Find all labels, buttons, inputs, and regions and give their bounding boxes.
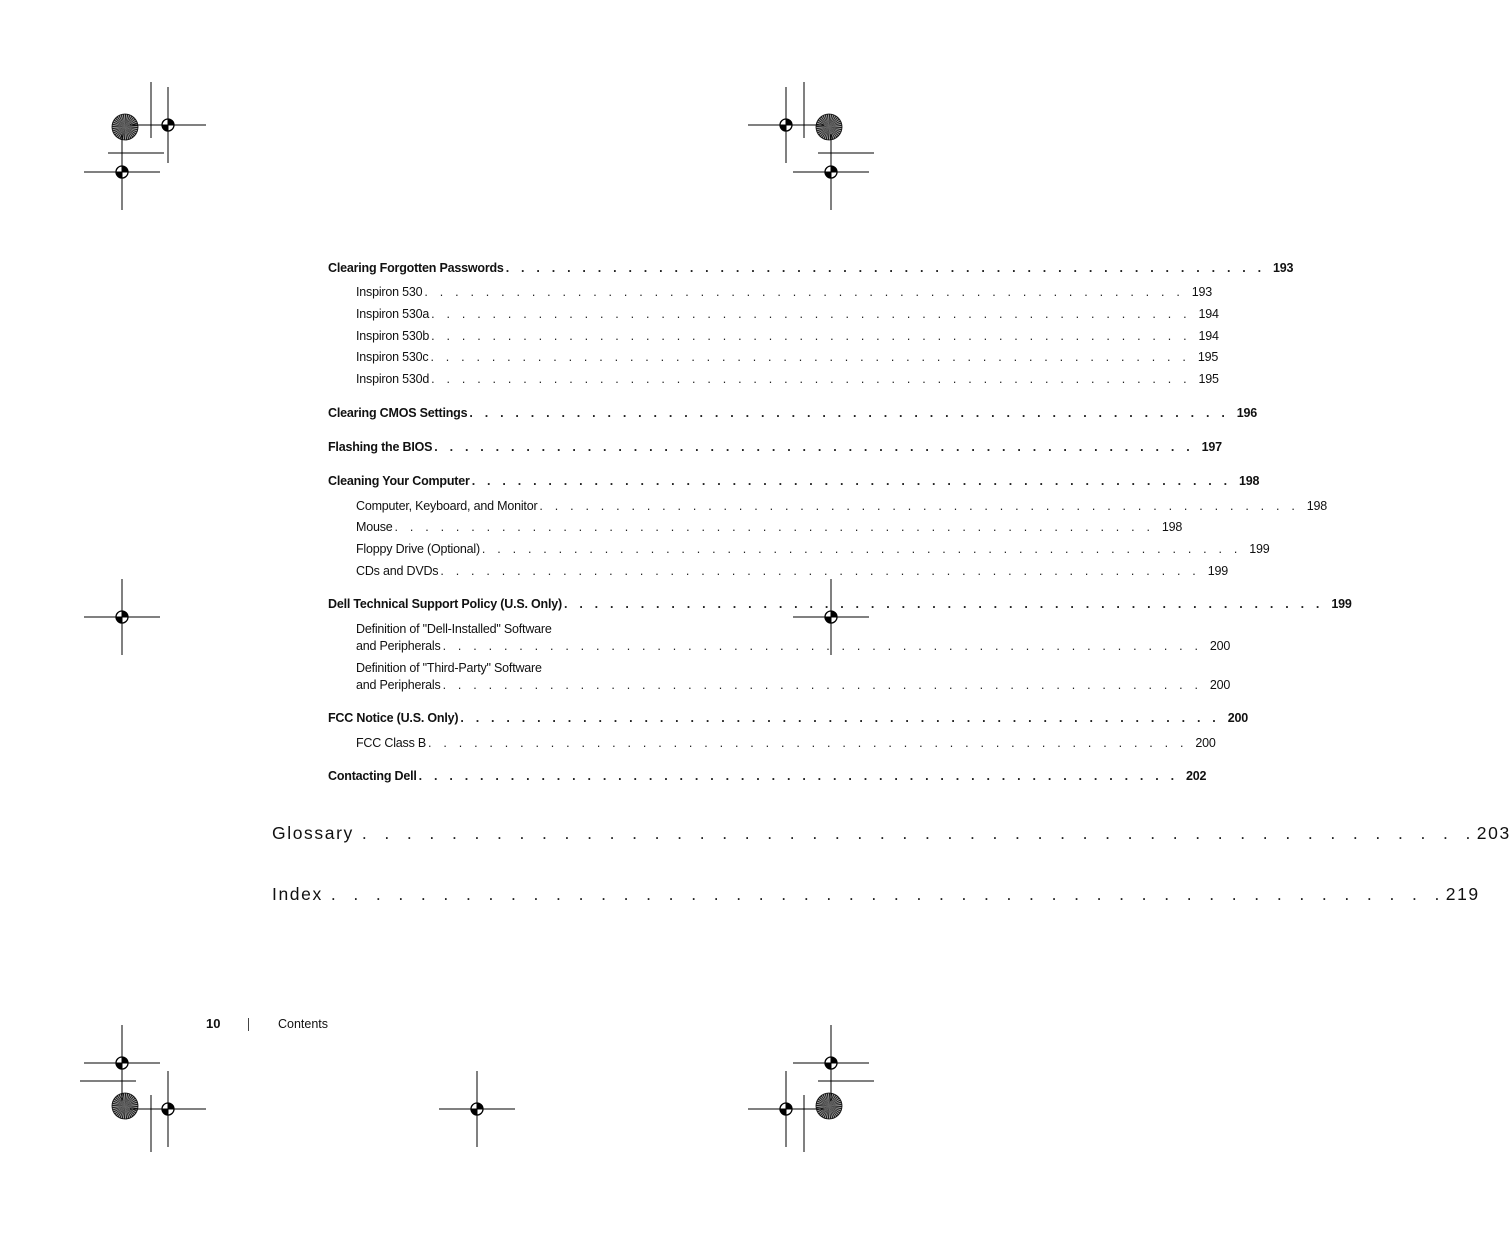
color-registration-starburst-icon bbox=[112, 1093, 138, 1119]
toc-entry-title: Inspiron 530c bbox=[356, 350, 429, 364]
toc-subsection-entry[interactable] bbox=[356, 285, 1213, 299]
toc-section-entry[interactable] bbox=[328, 474, 1260, 488]
toc-page-number: 199 bbox=[1249, 542, 1270, 556]
toc-entry-title: Flashing the BIOS bbox=[328, 440, 433, 454]
toc-section-entry[interactable] bbox=[328, 261, 1294, 275]
toc-page-number: 193 bbox=[1273, 261, 1294, 275]
registration-target-icon bbox=[748, 87, 824, 163]
dot-leader: . . . . . . . . . . . . . . . . . . . . . . . . . . . . . . . . . . . . . . . . . . . . . . . . . . bbox=[471, 474, 1232, 488]
toc-subsection-entry[interactable] bbox=[356, 307, 1219, 321]
toc-page-number: 194 bbox=[1198, 307, 1219, 321]
toc-subsection-entry[interactable] bbox=[356, 542, 1270, 556]
toc-subsection-entry[interactable] bbox=[356, 350, 1219, 364]
registration-target-icon bbox=[130, 87, 206, 163]
toc-page-number: 198 bbox=[1306, 499, 1328, 513]
toc-page-number: 200 bbox=[1195, 736, 1216, 750]
toc-page-number: 199 bbox=[1331, 597, 1352, 611]
toc-subsection-entry[interactable] bbox=[356, 639, 1231, 653]
dot-leader: . . . . . . . . . . . . . . . . . . . . . . . . . . . . . . . . . . . . . . . . . . . . . . . . . . bbox=[431, 307, 1191, 321]
toc-entry-title: Clearing Forgotten Passwords bbox=[328, 261, 504, 275]
toc-entry-title: CDs and DVDs bbox=[356, 564, 439, 578]
toc-subsection-entry[interactable] bbox=[356, 520, 1183, 534]
dot-leader: . . . . . . . . . . . . . . . . . . . . . . . . . . . . . . . . . . . . . . . . . . . . . . . . . . bbox=[442, 639, 1203, 653]
toc-subsection-entry[interactable] bbox=[356, 329, 1219, 343]
toc-entry-title: Floppy Drive (Optional) bbox=[356, 542, 480, 556]
toc-entry-title: and Peripherals bbox=[356, 678, 441, 692]
dot-leader: . . . . . . . . . . . . . . . . . . . . . . . . . . . . . . . . . . . . . . . . . . . . . . . . . . bbox=[330, 884, 1446, 904]
registration-target-icon bbox=[793, 134, 869, 210]
toc-page-number: 199 bbox=[1207, 564, 1228, 578]
page-number: 10 bbox=[206, 1016, 221, 1031]
dot-leader: . . . . . . . . . . . . . . . . . . . . . . . . . . . . . . . . . . . . . . . . . . . . . . . . . . bbox=[431, 372, 1191, 386]
registration-target-icon bbox=[84, 1025, 160, 1101]
toc-page-number: 200 bbox=[1209, 639, 1231, 653]
toc-page-number: 198 bbox=[1161, 520, 1183, 534]
toc-subsection-entry[interactable] bbox=[356, 736, 1216, 750]
dot-leader: . . . . . . . . . . . . . . . . . . . . . . . . . . . . . . . . . . . . . . . . . . . . . . . . . . bbox=[434, 440, 1194, 454]
dot-leader: . . . . . . . . . . . . . . . . . . . . . . . . . . . . . . . . . . . . . . . . . . . . . . . . . . bbox=[430, 350, 1191, 364]
toc-page-number: 193 bbox=[1191, 285, 1213, 299]
toc-entry-title: Dell Technical Support Policy (U.S. Only) bbox=[328, 597, 562, 611]
toc-page-number: 195 bbox=[1198, 372, 1219, 386]
toc-page-number: 203 bbox=[1476, 823, 1511, 843]
toc-entry-title: Inspiron 530b bbox=[356, 329, 430, 343]
registration-target-icon bbox=[130, 1071, 206, 1147]
dot-leader: . . . . . . . . . . . . . . . . . . . . . . . . . . . . . . . . . . . . . . . . . . . . . . . . . . bbox=[418, 769, 1179, 783]
dot-leader: . . . . . . . . . . . . . . . . . . . . . . . . . . . . . . . . . . . . . . . . . . . . . . . . . . bbox=[469, 406, 1229, 420]
toc-page-number: 197 bbox=[1201, 440, 1222, 454]
color-registration-starburst-icon bbox=[816, 114, 842, 140]
toc-entry-title: Computer, Keyboard, and Monitor bbox=[356, 499, 538, 513]
toc-entry-title: Inspiron 530d bbox=[356, 372, 430, 386]
toc-chapter-entry[interactable] bbox=[272, 884, 1480, 904]
toc-entry-title: Contacting Dell bbox=[328, 769, 417, 783]
dot-leader: . . . . . . . . . . . . . . . . . . . . . . . . . . . . . . . . . . . . . . . . . . . . . . . . . . bbox=[424, 285, 1185, 299]
toc-subsection-entry[interactable] bbox=[356, 372, 1219, 386]
toc-page-number: 200 bbox=[1227, 711, 1248, 725]
dot-leader: . . . . . . . . . . . . . . . . . . . . . . . . . . . . . . . . . . . . . . . . . . . . . . . . . . bbox=[440, 564, 1200, 578]
toc-chapter-entry[interactable] bbox=[272, 823, 1511, 843]
toc-entry-title: Cleaning Your Computer bbox=[328, 474, 470, 488]
dot-leader: . . . . . . . . . . . . . . . . . . . . . . . . . . . . . . . . . . . . . . . . . . . . . . . . . . bbox=[563, 597, 1324, 611]
toc-page-number: 195 bbox=[1197, 350, 1219, 364]
toc-entry-title-line1: Definition of "Dell-Installed" Software bbox=[356, 622, 552, 636]
toc-section-entry[interactable] bbox=[328, 440, 1222, 454]
toc-entry-title: Clearing CMOS Settings bbox=[328, 406, 468, 420]
dot-leader: . . . . . . . . . . . . . . . . . . . . . . . . . . . . . . . . . . . . . . . . . . . . . . . . . . bbox=[460, 711, 1220, 725]
toc-entry-title: Inspiron 530 bbox=[356, 285, 423, 299]
toc-entry-title: Index bbox=[272, 884, 323, 904]
footer-divider bbox=[248, 1018, 249, 1031]
dot-leader: . . . . . . . . . . . . . . . . . . . . . . . . . . . . . . . . . . . . . . . . . . . . . . . . . . bbox=[431, 329, 1191, 343]
toc-page-number: 202 bbox=[1186, 769, 1207, 783]
toc-entry-title: and Peripherals bbox=[356, 639, 441, 653]
toc-page-number: 219 bbox=[1445, 884, 1480, 904]
toc-section-entry[interactable] bbox=[328, 597, 1352, 611]
dot-leader: . . . . . . . . . . . . . . . . . . . . . . . . . . . . . . . . . . . . . . . . . . . . . . . . . . bbox=[505, 261, 1266, 275]
toc-entry-title: FCC Class B bbox=[356, 736, 427, 750]
dot-leader: . . . . . . . . . . . . . . . . . . . . . . . . . . . . . . . . . . . . . . . . . . . . . . . . . . bbox=[394, 520, 1155, 534]
toc-entry-title: Mouse bbox=[356, 520, 393, 534]
registration-target-icon bbox=[84, 579, 160, 655]
toc-page-number: 200 bbox=[1209, 678, 1231, 692]
registration-target-icon bbox=[439, 1071, 515, 1147]
toc-entry-title-line1: Definition of "Third-Party" Software bbox=[356, 661, 542, 675]
toc-section-entry[interactable] bbox=[328, 711, 1248, 725]
toc-section-entry[interactable] bbox=[328, 769, 1207, 783]
color-registration-starburst-icon bbox=[816, 1093, 842, 1119]
registration-target-icon bbox=[748, 1071, 824, 1147]
dot-leader: . . . . . . . . . . . . . . . . . . . . . . . . . . . . . . . . . . . . . . . . . . . . . . . . . . bbox=[428, 736, 1188, 750]
dot-leader: . . . . . . . . . . . . . . . . . . . . . . . . . . . . . . . . . . . . . . . . . . . . . . . . . . bbox=[539, 499, 1300, 513]
dot-leader: . . . . . . . . . . . . . . . . . . . . . . . . . . . . . . . . . . . . . . . . . . . . . . . . . . bbox=[442, 678, 1203, 692]
footer-section-label: Contents bbox=[278, 1017, 329, 1031]
toc-page-number: 198 bbox=[1239, 474, 1260, 488]
toc-subsection-entry[interactable] bbox=[356, 678, 1231, 692]
toc-subsection-entry[interactable] bbox=[356, 564, 1228, 578]
dot-leader: . . . . . . . . . . . . . . . . . . . . . . . . . . . . . . . . . . . . . . . . . . . . . . . . . . bbox=[481, 542, 1242, 556]
toc-section-entry[interactable] bbox=[328, 406, 1257, 420]
toc-page-number: 196 bbox=[1236, 406, 1257, 420]
toc-subsection-entry[interactable] bbox=[356, 499, 1328, 513]
toc-page-number: 194 bbox=[1198, 329, 1219, 343]
dot-leader: . . . . . . . . . . . . . . . . . . . . . . . . . . . . . . . . . . . . . . . . . . . . . . . . . . bbox=[361, 823, 1477, 843]
registration-target-icon bbox=[793, 1025, 869, 1101]
color-registration-starburst-icon bbox=[112, 114, 138, 140]
toc-entry-title: Inspiron 530a bbox=[356, 307, 430, 321]
registration-target-icon bbox=[84, 134, 160, 210]
toc-entry-title: FCC Notice (U.S. Only) bbox=[328, 711, 459, 725]
toc-entry-title: Glossary bbox=[272, 823, 354, 843]
